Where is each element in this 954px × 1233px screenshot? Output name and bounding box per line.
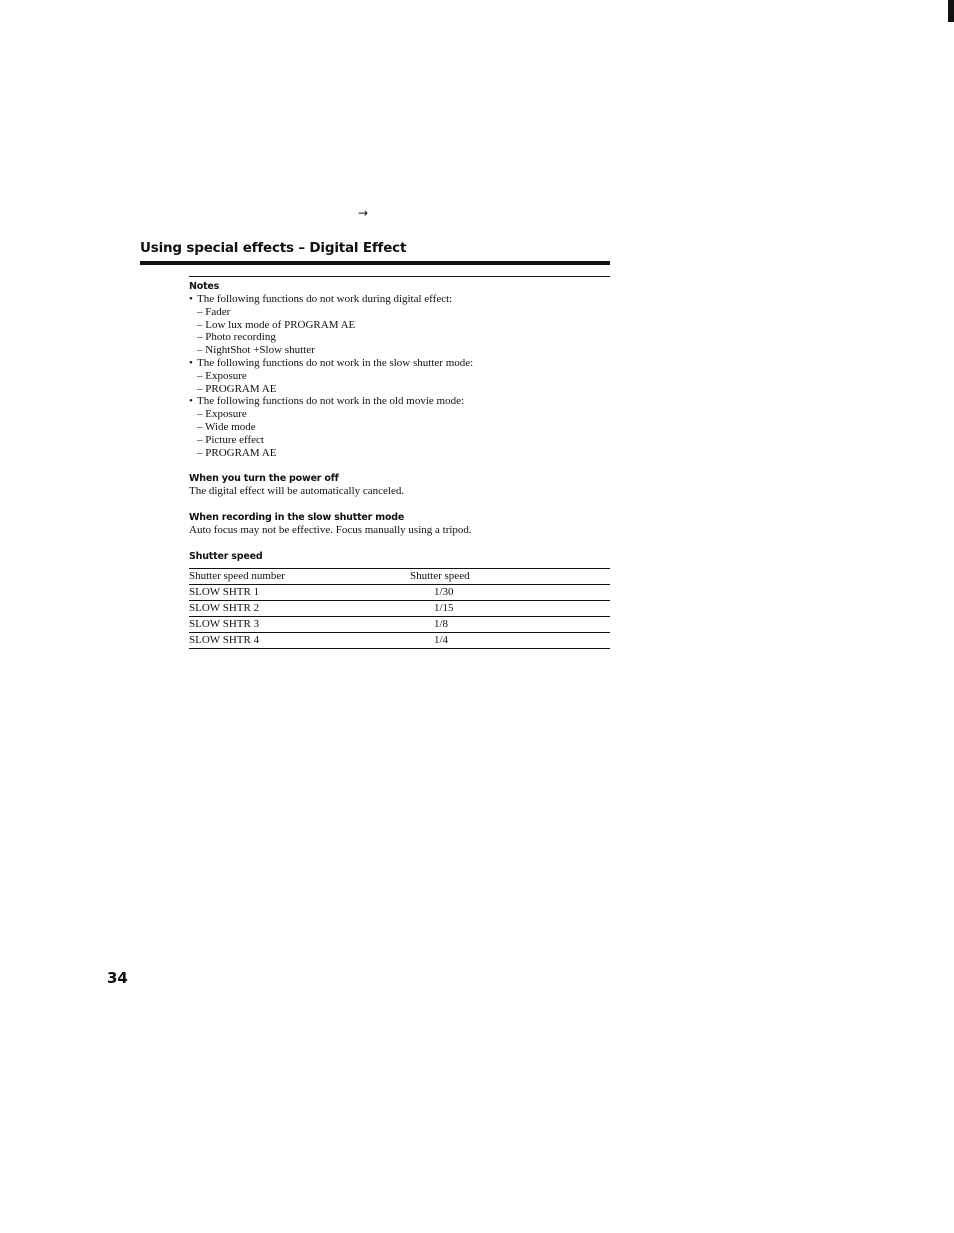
note-text: The following functions do not work during digital effect: xyxy=(197,293,453,305)
note-subitem: – Exposure xyxy=(197,408,247,421)
title-rule xyxy=(140,261,610,265)
table-cell: SLOW SHTR 4 xyxy=(189,633,260,646)
table-row xyxy=(189,600,610,616)
table-cell: 1/15 xyxy=(434,601,454,614)
power-off-heading: When you turn the power off xyxy=(189,473,339,485)
section-title: Using special effects – Digital Effect xyxy=(140,240,407,256)
slow-shutter-heading: When recording in the slow shutter mode xyxy=(189,512,405,524)
table-cell: 1/4 xyxy=(434,633,449,646)
table-cell: 1/8 xyxy=(434,617,449,630)
note-text: The following functions do not work in the old movie mode: xyxy=(197,395,465,408)
note-subitem: – Exposure xyxy=(197,369,247,382)
note-item xyxy=(189,395,610,459)
column-header: Shutter speed xyxy=(410,569,470,582)
note-sublist xyxy=(189,408,610,459)
notes-section xyxy=(189,280,610,459)
arrow-icon: → xyxy=(358,206,369,220)
table-row xyxy=(189,584,610,600)
note-item xyxy=(189,293,610,357)
note-subitem: – PROGRAM AE xyxy=(197,446,277,459)
page-number: 34 xyxy=(107,969,128,987)
content-rule xyxy=(189,276,610,277)
note-item xyxy=(189,357,610,395)
bullet-icon: • xyxy=(189,293,193,305)
table-cell: 1/30 xyxy=(434,585,454,598)
note-text: The following functions do not work in the slow shutter mode: xyxy=(197,356,474,369)
table-cell: SLOW SHTR 1 xyxy=(189,585,260,598)
column-header: Shutter speed number xyxy=(189,569,285,582)
slow-shutter-section xyxy=(189,511,610,537)
page-content xyxy=(189,280,610,649)
note-subitem: – Fader xyxy=(197,305,231,318)
power-off-text: The digital effect will be automatically canceled. xyxy=(189,485,405,498)
table-row xyxy=(189,632,610,648)
table-row xyxy=(189,616,610,632)
notes-list xyxy=(189,293,610,459)
shutter-speed-heading: Shutter speed xyxy=(189,550,263,562)
page-edge-mark xyxy=(948,0,954,22)
shutter-speed-table xyxy=(189,568,610,649)
table-cell: SLOW SHTR 2 xyxy=(189,601,260,614)
bullet-icon: • xyxy=(189,356,193,369)
power-off-section xyxy=(189,472,610,498)
notes-heading: Notes xyxy=(189,281,220,292)
note-subitem: – Photo recording xyxy=(197,331,276,344)
shutter-speed-section xyxy=(189,550,610,649)
note-subitem: – PROGRAM AE xyxy=(197,382,277,395)
table-header-row xyxy=(189,568,610,584)
note-sublist xyxy=(189,370,610,396)
note-subitem: – Low lux mode of PROGRAM AE xyxy=(197,318,356,331)
note-sublist xyxy=(189,306,610,357)
note-subitem: – NightShot +Slow shutter xyxy=(197,344,315,357)
note-subitem: – Picture effect xyxy=(197,433,264,446)
table-cell: SLOW SHTR 3 xyxy=(189,617,260,630)
bullet-icon: • xyxy=(189,395,193,408)
note-subitem: – Wide mode xyxy=(197,420,256,433)
slow-shutter-text: Auto focus may not be effective. Focus manually using a tripod. xyxy=(189,524,472,537)
